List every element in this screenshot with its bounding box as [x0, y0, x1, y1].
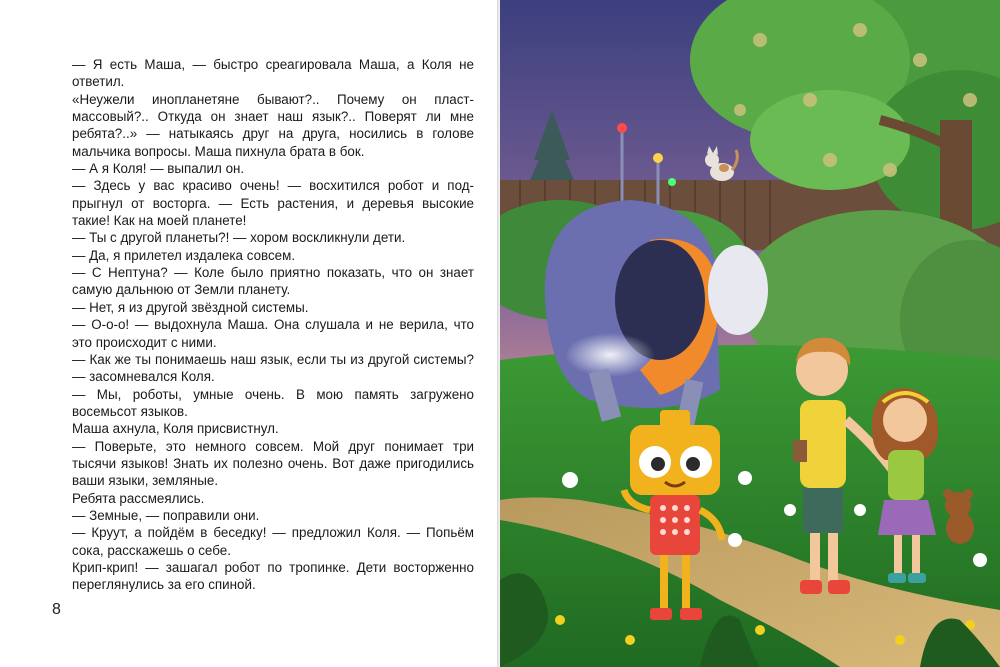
paragraph: — Поверьте, это немного совсем. Мой друг понимает три тысячи языков! Знать их полезно очень. Вот даже пригодились ваши языки, земляные. [72, 438, 474, 489]
illustration-page [500, 0, 1000, 667]
paragraph: — Нет, я из другой звёздной системы. [72, 299, 309, 315]
paragraph: Маша ахнула, Коля присвистнул. [72, 421, 279, 437]
paragraph: — О-о-о! — выдохнула Маша. Она слушала и не верила, что это происходит с ними. [72, 317, 474, 350]
paragraph: — Как же ты понимаешь наш язык, если ты из другой системы? — засомневался Коля. [72, 351, 474, 385]
paragraph: — А я Коля! — выпалил он. [72, 161, 245, 177]
paragraph: Крип-крип! — зашагал робот по тропинке. Дети восторженно переглянулись за его спиной. [72, 559, 474, 593]
paragraph: «Неужели инопланетяне бывают?.. Почему он пластмассовый?.. Откуда он знает наш язык?.. Поверят ли мне ребята?..» — натыкаясь друг на друга, носились в голове мальчика вопросы. Маша пихнула брата в бок. [72, 91, 474, 159]
paragraph: — Мы, роботы, умные очень. В мою память загружено восемьсот языков. [72, 386, 474, 419]
paragraph: Ребята рассмеялись. [72, 490, 205, 506]
page-number: 8 [52, 601, 61, 618]
paragraph: — Ты с другой планеты?! — хором воскликнули дети. [72, 230, 406, 246]
story-text [72, 56, 474, 594]
illustration [500, 0, 1000, 667]
paragraph: — С Нептуна? — Коле было приятно показать, что он знает самую дальнюю от Земли планету. [72, 265, 474, 298]
paragraph: — Да, я прилетел издалека совсем. [72, 247, 296, 263]
paragraph: — Круут, а пойдём в беседку! — предложил Коля. — Попьём сока, расскажешь о себе. [72, 525, 474, 558]
paragraph: — Я есть Маша, — быстро среагировала Маша, а Коля не ответил. [72, 57, 474, 90]
paragraph: — Земные, — поправили они. [72, 507, 260, 523]
text-page [0, 0, 497, 667]
paragraph: — Здесь у вас красиво очень! — восхитился робот и подпрыгнул от восторга. — Есть растения, и деревья высокие такие! Как на моей планете! [72, 178, 474, 229]
